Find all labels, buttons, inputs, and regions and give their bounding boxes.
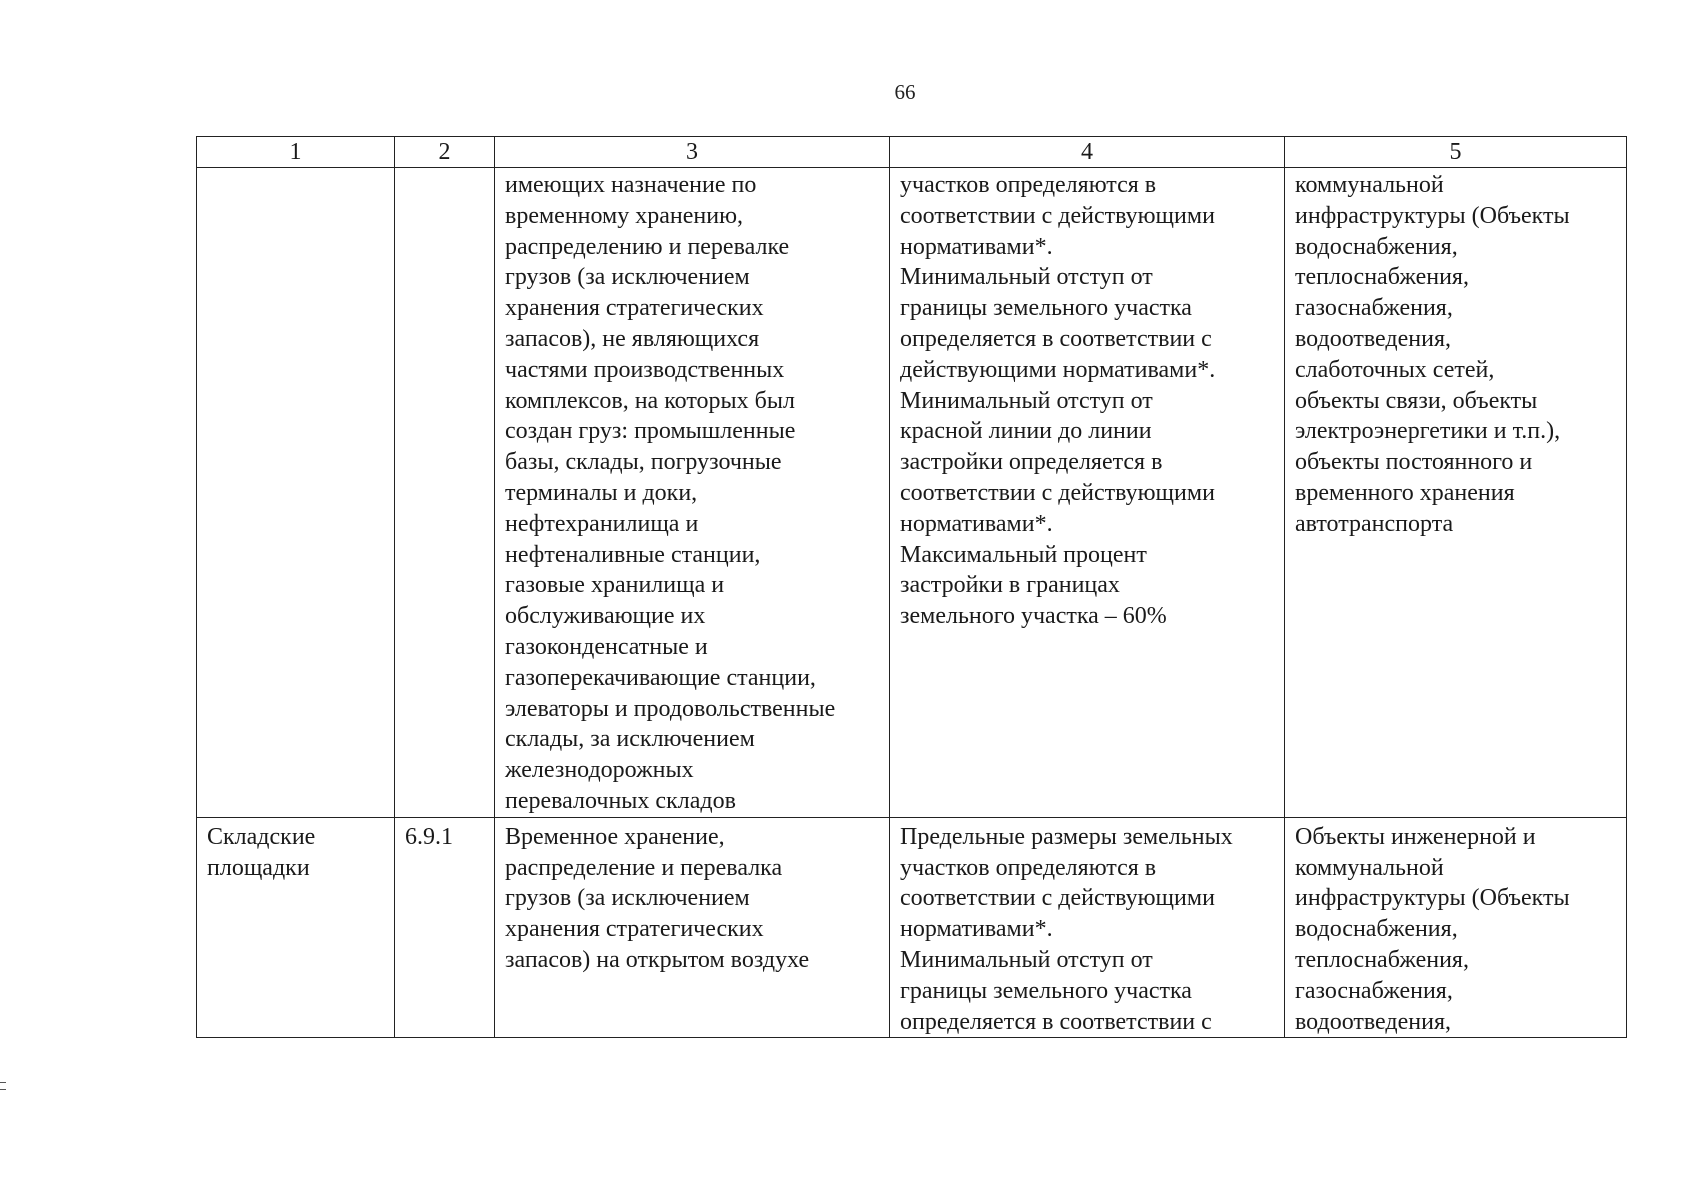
row2-auxiliary-uses: Объекты инженерной и коммунальной инфраструктуры (Объекты водоснабжения, теплоснабжения, газоснабжения, водоотведения, [1285,817,1627,1038]
table-row [197,168,1627,818]
row2-parameters: Предельные размеры земельных участков определяются в соответствии с действующими нормативами*. Минимальный отступ от границы земельного участка определяется в соответствии с [890,817,1285,1038]
page-number: 66 [894,80,916,104]
header-col-1: 1 [197,137,395,168]
row1-description: имеющих назначение по временному хранению, распределению и перевалке грузов (за исключением хранения стратегических запасов), не являющихся частями производственных комплексов, на которых был создан груз: промышленные базы, склады, погрузочные терминалы и доки, нефтехранилища и нефтеналивные станции, газовые хранилища и обслуживающие их газоконденсатные и газоперекачивающие станции, элеваторы и продовольственные склады, за исключением железнодорожных перевалочных складов [495,168,890,818]
header-col-3: 3 [495,137,890,168]
header-col-2: 2 [395,137,495,168]
row2-description: Временное хранение, распределение и перевалка грузов (за исключением хранения стратегических запасов) на открытом воздухе [495,817,890,1038]
header-col-4: 4 [890,137,1285,168]
zoning-table [196,136,1627,1038]
table-header-row [197,137,1627,168]
scan-edge-mark [0,1082,6,1090]
table-row [197,817,1627,1038]
row2-use-name: Складские площадки [197,817,395,1038]
row1-code [395,168,495,818]
row2-code: 6.9.1 [395,817,495,1038]
row1-parameters: участков определяются в соответствии с действующими нормативами*. Минимальный отступ от границы земельного участка определяется в соответствии с действующими нормативами*. Минимальный отступ от красной линии до линии застройки определяется в соответствии с действующими нормативами*. Максимальный процент застройки в границах земельного участка – 60% [890,168,1285,818]
row1-use-name [197,168,395,818]
header-col-5: 5 [1285,137,1627,168]
row1-auxiliary-uses: коммунальной инфраструктуры (Объекты водоснабжения, теплоснабжения, газоснабжения, водоотведения, слаботочных сетей, объекты связи, объекты электроэнергетики и т.п.), объекты постоянного и временного хранения автотранспорта [1285,168,1627,818]
